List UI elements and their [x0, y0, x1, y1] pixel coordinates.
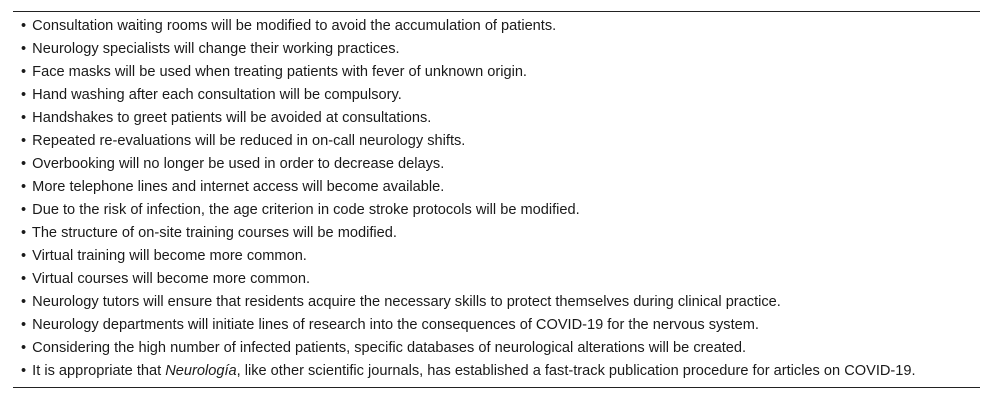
bullet-icon: • — [21, 18, 27, 34]
bullet-icon: • — [21, 41, 27, 57]
list-item — [21, 291, 972, 314]
item-text: The structure of on-site training courses will be modified. — [31, 225, 397, 241]
list-item — [21, 153, 972, 176]
bullet-icon: • — [21, 133, 27, 149]
item-text: Due to the risk of infection, the age criterion in code stroke protocols will be modified. — [32, 202, 580, 218]
list-item — [21, 361, 972, 382]
list-item — [21, 222, 972, 245]
item-text: Handshakes to greet patients will be avoided at consultations. — [32, 110, 432, 126]
bullet-icon: • — [21, 179, 27, 195]
bullet-icon: • — [21, 64, 27, 80]
list-item — [21, 107, 972, 130]
item-text: Neurology departments will initiate lines of research into the consequences of COVID-19 for the nervous system. — [32, 317, 759, 333]
bullet-icon: • — [21, 340, 27, 356]
item-text: Repeated re-evaluations will be reduced in on-call neurology shifts. — [32, 133, 466, 149]
list-item — [21, 38, 972, 61]
item-text-before: It is appropriate that — [32, 363, 166, 379]
item-text: Considering the high number of infected patients, specific databases of neurological alterations will be created. — [32, 340, 747, 356]
bullet-icon: • — [21, 294, 27, 310]
bullet-icon: • — [21, 317, 27, 333]
item-text: More telephone lines and internet access will become available. — [32, 179, 445, 195]
item-text: Virtual courses will become more common. — [32, 271, 311, 287]
list-item — [21, 84, 972, 107]
table-cell — [13, 12, 980, 387]
bullet-icon: • — [21, 225, 27, 241]
item-text: Face masks will be used when treating patients with fever of unknown origin. — [32, 64, 527, 80]
item-text: Virtual training will become more common. — [32, 248, 307, 264]
item-text: Neurology specialists will change their working practices. — [32, 41, 400, 57]
bullet-icon: • — [21, 363, 27, 379]
journal-name: Neurología — [165, 363, 237, 379]
bullet-icon: • — [21, 271, 27, 287]
item-text: Consultation waiting rooms will be modified to avoid the accumulation of patients. — [32, 18, 557, 34]
item-text: Overbooking will no longer be used in order to decrease delays. — [32, 156, 445, 172]
bullet-icon: • — [21, 87, 27, 103]
bottom-rule — [13, 387, 980, 388]
list-item — [21, 337, 972, 360]
list-item — [21, 15, 972, 38]
bullet-icon: • — [21, 248, 27, 264]
list-item — [21, 199, 972, 222]
list-item — [21, 268, 972, 291]
list-item — [21, 130, 972, 153]
list-item — [21, 314, 972, 337]
item-text: Hand washing after each consultation will be compulsory. — [32, 87, 402, 103]
bullet-icon: • — [21, 110, 27, 126]
list-item — [21, 176, 972, 199]
item-text: Neurology tutors will ensure that residents acquire the necessary skills to protect themselves during clinical practice. — [32, 294, 781, 310]
predictions-table — [13, 11, 980, 388]
list-item — [21, 61, 972, 84]
item-text-after: , like other scientific journals, has established a fast-track publication procedure for articles on COVID-19. — [236, 363, 916, 379]
bullet-icon: • — [21, 202, 27, 218]
list-item — [21, 245, 972, 268]
bullet-icon: • — [21, 156, 27, 172]
